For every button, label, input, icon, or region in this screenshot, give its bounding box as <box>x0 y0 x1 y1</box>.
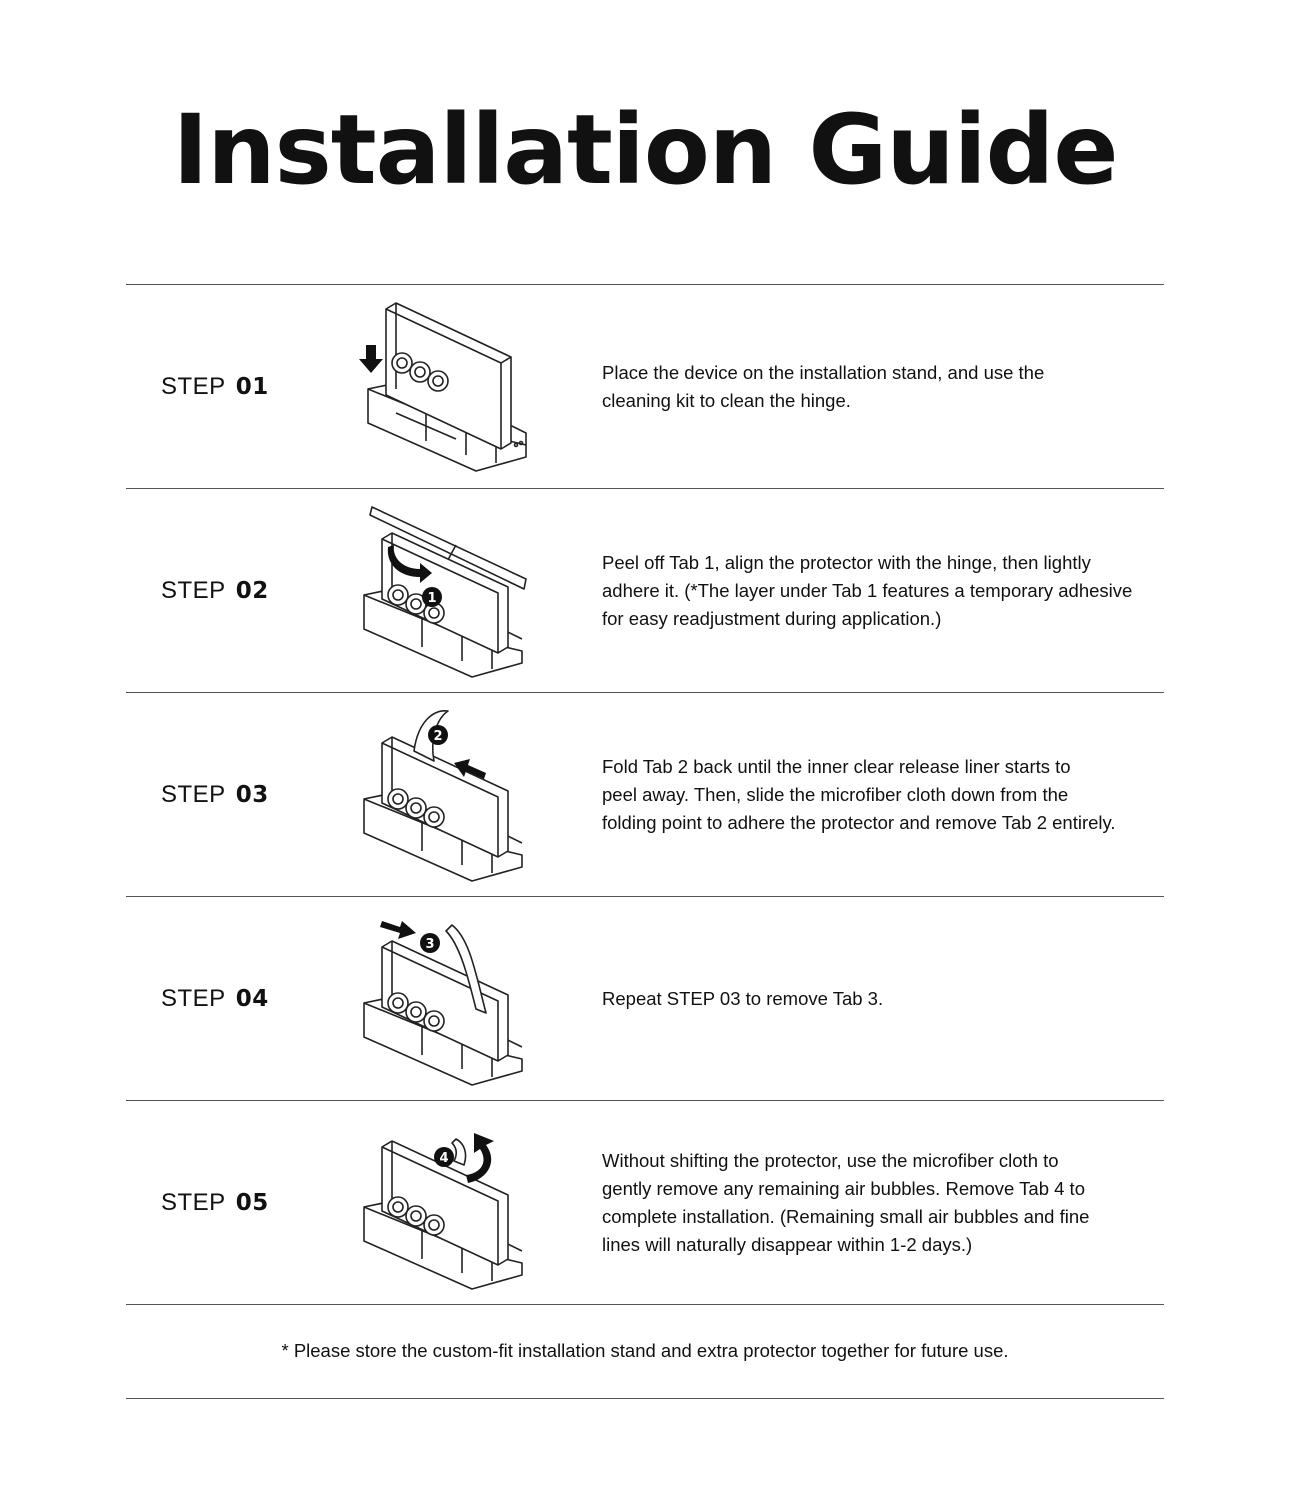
right-arrow-icon <box>380 921 416 939</box>
step-label <box>161 373 269 401</box>
tab-badge-label: 4 <box>439 1151 449 1166</box>
step-label <box>161 985 269 1013</box>
step-number: 04 <box>235 986 269 1012</box>
divider <box>126 1398 1164 1399</box>
step-label <box>161 577 269 605</box>
step-word: STEP <box>161 373 226 400</box>
step-description: Place the device on the installation stand, and use the cleaning kit to clean the hinge. <box>602 362 1045 411</box>
curved-arrow-icon <box>466 1133 494 1183</box>
step-label <box>161 781 269 809</box>
step-description: Peel off Tab 1, align the protector with the hinge, then lightly adhere it. (*The layer under Tab 1 features a temporary adhesive for easy readjustment during application.) <box>602 552 1133 629</box>
down-arrow-icon <box>359 345 383 373</box>
step-description: Repeat STEP 03 to remove Tab 3. <box>602 988 884 1009</box>
tab-badge-label: 1 <box>427 591 437 606</box>
step-word: STEP <box>161 781 226 808</box>
page-title: Installation Guide <box>172 94 1118 206</box>
step-number: 02 <box>235 578 269 604</box>
step-label <box>161 1189 269 1217</box>
step-word: STEP <box>161 1189 226 1216</box>
step-row-02 <box>126 489 1164 693</box>
step-03-illustration <box>356 701 536 891</box>
step-04-illustration <box>356 905 536 1095</box>
tab-badge-label: 2 <box>433 729 443 744</box>
step-row-03 <box>126 693 1164 897</box>
step-02-illustration <box>356 497 536 687</box>
step-row-05 <box>126 1101 1164 1305</box>
step-description: Without shifting the protector, use the microfiber cloth to gently remove any remaining air bubbles. Remove Tab 4 to complete installation. (Remaining small air bubbles and fine lines will naturally disappear within 1-2 days.) <box>602 1150 1090 1255</box>
step-05-illustration <box>356 1109 536 1299</box>
footnote: * Please store the custom-fit installation stand and extra protector together for future use. <box>281 1340 1009 1361</box>
step-number: 01 <box>235 374 269 400</box>
step-number: 03 <box>235 782 269 808</box>
step-number: 05 <box>235 1190 269 1216</box>
tab-badge-label: 3 <box>425 937 435 952</box>
step-word: STEP <box>161 985 226 1012</box>
step-word: STEP <box>161 577 226 604</box>
step-01-illustration <box>356 293 536 483</box>
step-row-01 <box>126 285 1164 489</box>
step-row-04 <box>126 897 1164 1101</box>
step-description: Fold Tab 2 back until the inner clear release liner starts to peel away. Then, slide the microfiber cloth down from the folding point to adhere the protector and remove Tab 2 entirely. <box>602 756 1116 833</box>
